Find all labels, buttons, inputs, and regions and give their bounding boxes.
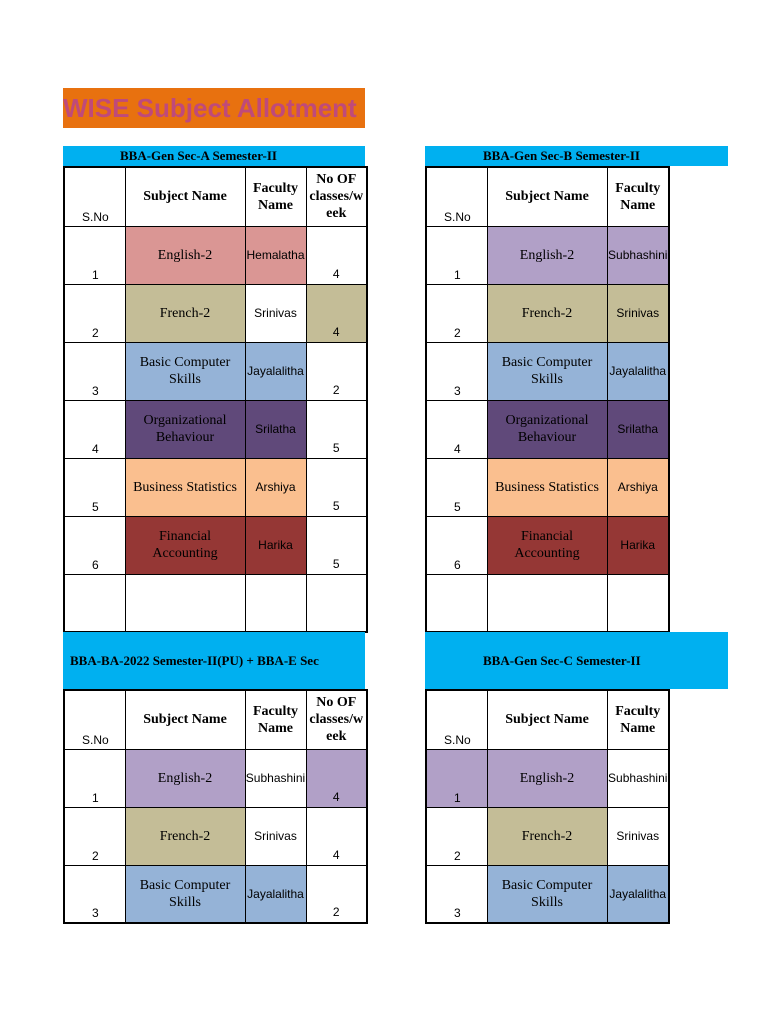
table-header-row — [64, 690, 367, 749]
row-sno: 2 — [454, 325, 461, 340]
row-faculty: Subhashini — [245, 771, 306, 785]
faculty-header: Faculty Name — [252, 703, 299, 736]
row-classes: 5 — [332, 556, 340, 571]
table-heading-sec-b — [425, 146, 728, 166]
row-sno: 6 — [92, 557, 99, 572]
table-row — [426, 749, 669, 807]
row-faculty: Srinivas — [616, 306, 660, 320]
row-subject: French-2 — [521, 305, 573, 321]
table-heading-sec-c — [425, 632, 728, 689]
row-faculty: Srinivas — [254, 829, 297, 843]
row-sno: 3 — [92, 906, 99, 920]
row-faculty: Harika — [258, 538, 293, 552]
table-row — [64, 342, 367, 400]
row-sno: 4 — [454, 441, 461, 456]
faculty-header: Faculty Name — [252, 180, 299, 213]
table-bba-ba — [63, 689, 368, 924]
row-classes: 2 — [332, 382, 340, 397]
row-subject: English-2 — [157, 770, 213, 786]
sno-header: S.No — [444, 732, 471, 747]
row-faculty: Srilatha — [255, 422, 296, 436]
row-subject: French-2 — [521, 828, 573, 844]
title-banner — [63, 88, 365, 128]
row-subject: Basic Computer Skills — [139, 877, 231, 910]
row-subject: French-2 — [159, 828, 211, 844]
row-classes: 4 — [332, 266, 340, 281]
row-faculty: Jayalalitha — [609, 886, 667, 901]
subject-header: Subject Name — [505, 712, 589, 728]
row-classes: 5 — [332, 498, 340, 513]
row-classes: 5 — [332, 440, 340, 455]
sno-header: S.No — [444, 209, 471, 224]
table-row — [426, 807, 669, 865]
faculty-header: Faculty Name — [615, 703, 661, 736]
row-sno: 3 — [454, 383, 461, 398]
row-faculty: Harika — [620, 538, 656, 552]
table-row — [64, 400, 367, 458]
table-row — [426, 516, 669, 574]
table-row-empty — [64, 574, 367, 632]
row-classes: 2 — [332, 905, 340, 919]
table-row — [64, 807, 367, 865]
table-row — [426, 342, 669, 400]
subject-header: Subject Name — [143, 712, 227, 728]
row-faculty: Jayalalitha — [247, 886, 304, 901]
row-sno: 3 — [92, 383, 99, 398]
table-heading-text: BBA-Gen Sec-B Semester-II — [483, 148, 640, 163]
row-sno: 2 — [92, 325, 99, 340]
row-sno: 1 — [454, 790, 461, 805]
row-faculty: Arshiya — [617, 480, 658, 494]
row-subject: Organizational Behaviour — [143, 413, 227, 445]
row-sno: 5 — [454, 499, 461, 514]
row-faculty: Jayalalitha — [609, 364, 667, 378]
table-row — [426, 458, 669, 516]
table-row — [64, 749, 367, 807]
row-subject: Business Statistics — [133, 479, 237, 495]
row-classes: 4 — [332, 324, 340, 339]
table-sec-b — [425, 166, 670, 633]
row-faculty: Arshiya — [255, 480, 296, 494]
row-faculty: Subhashini — [608, 248, 668, 262]
row-subject: Organizational Behaviour — [505, 413, 589, 445]
row-sno: 6 — [454, 557, 461, 572]
row-classes: 4 — [332, 847, 340, 862]
row-sno: 3 — [454, 906, 461, 920]
table-row — [64, 458, 367, 516]
row-subject: English-2 — [519, 247, 575, 263]
table-row-empty — [426, 574, 669, 632]
table-row — [64, 226, 367, 284]
row-subject: French-2 — [159, 305, 211, 321]
subject-header: Subject Name — [505, 189, 589, 205]
row-faculty: Subhashini — [608, 771, 668, 785]
row-subject: English-2 — [519, 770, 575, 786]
table-row — [426, 400, 669, 458]
row-faculty: Srilatha — [617, 422, 659, 436]
row-sno: 5 — [92, 499, 99, 514]
table-row — [64, 284, 367, 342]
classes-header: No OF classes/w eek — [309, 172, 364, 222]
subject-header: Subject Name — [143, 189, 227, 205]
row-sno: 2 — [454, 848, 461, 863]
row-sno: 1 — [92, 267, 99, 282]
table-row — [64, 865, 367, 923]
faculty-header: Faculty Name — [615, 180, 661, 213]
row-subject: Business Statistics — [495, 479, 599, 495]
row-subject: Financial Accounting — [152, 529, 218, 561]
table-sec-a — [63, 166, 368, 633]
row-faculty: Jayalalitha — [247, 364, 304, 378]
row-sno: 1 — [92, 790, 99, 805]
row-faculty: Srinivas — [616, 829, 660, 843]
row-subject: English-2 — [157, 247, 213, 263]
row-sno: 4 — [92, 441, 99, 456]
row-subject: Financial Accounting — [514, 529, 580, 561]
table-header-row — [64, 167, 367, 226]
table-row — [426, 865, 669, 923]
table-heading-bba-ba — [63, 632, 365, 689]
table-heading-text: BBA-Gen Sec-C Semester-II — [483, 652, 641, 668]
row-subject: Basic Computer Skills — [501, 877, 593, 910]
row-faculty: Srinivas — [254, 306, 297, 320]
classes-header: No OF classes/w eek — [309, 695, 364, 745]
table-sec-c — [425, 689, 670, 924]
table-header-row — [426, 167, 669, 226]
table-header-row — [426, 690, 669, 749]
table-row — [426, 226, 669, 284]
row-classes: 4 — [332, 789, 340, 804]
sno-header: S.No — [82, 732, 109, 747]
row-faculty: Hemalatha — [246, 248, 305, 262]
row-sno: 1 — [454, 267, 461, 282]
table-heading-text: BBA-BA-2022 Semester-II(PU) + BBA-E Sec — [70, 652, 319, 668]
page-title: WISE Subject Allotment — [63, 93, 357, 123]
table-row — [426, 284, 669, 342]
row-sno: 2 — [92, 848, 99, 863]
table-heading-text: BBA-Gen Sec-A Semester-II — [120, 148, 277, 163]
row-subject: Basic Computer Skills — [139, 355, 231, 387]
sno-header: S.No — [82, 209, 109, 224]
table-row — [64, 516, 367, 574]
table-heading-sec-a — [63, 146, 365, 166]
row-subject: Basic Computer Skills — [501, 355, 593, 387]
